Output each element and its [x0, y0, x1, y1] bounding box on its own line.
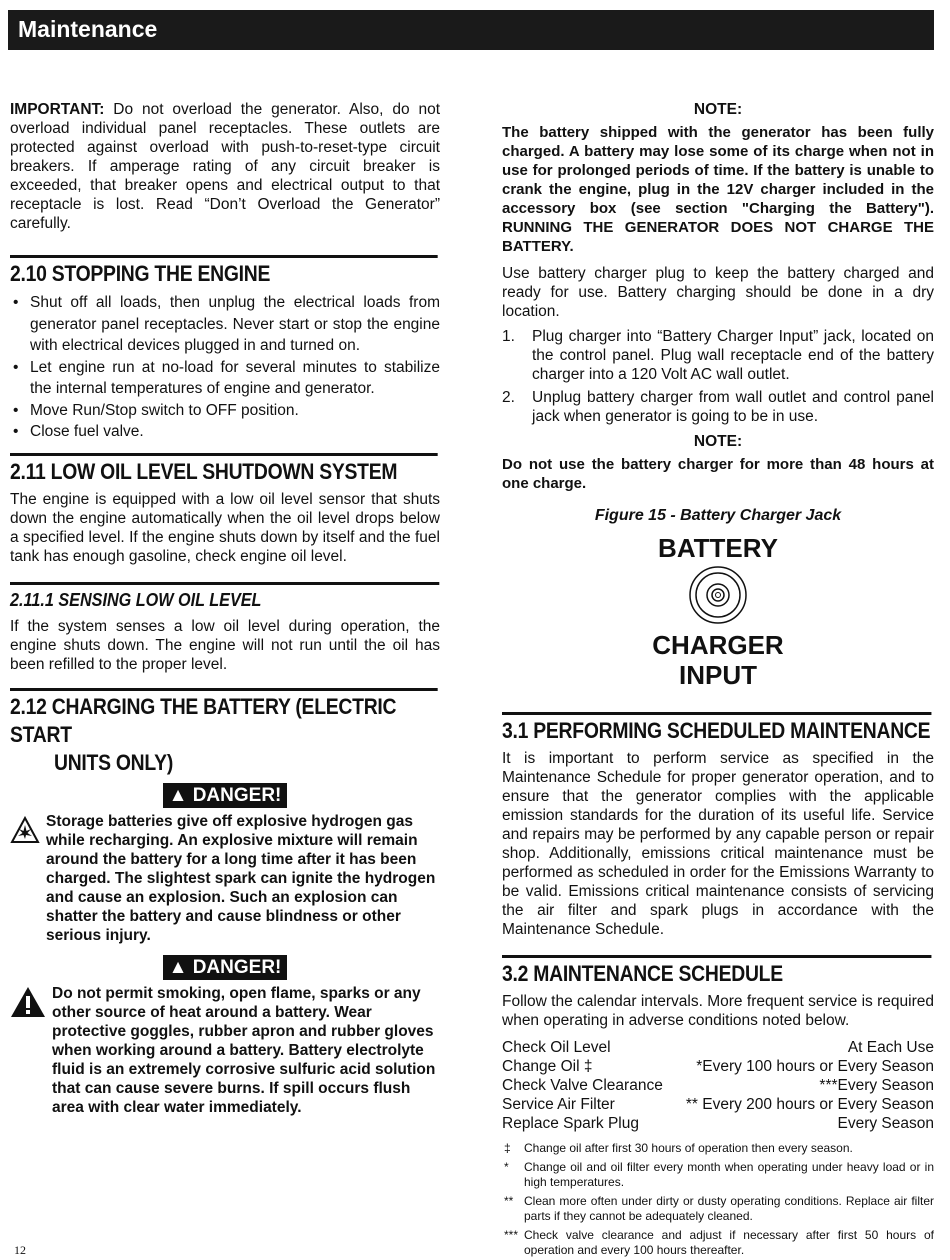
warning-triangle-icon: ▲	[168, 956, 188, 978]
warning-triangle-icon: ▲	[168, 784, 188, 806]
footnote-mark: ‡	[504, 1141, 511, 1155]
list-item: • Let engine run at no-load for several minutes to stabilize the internal temperatures of engine and generator.	[10, 357, 440, 400]
step-number: 2.	[502, 389, 515, 406]
list-item: • Shut off all loads, then unplug the electrical loads from generator panel receptacles. Never start or stop the engine with electrical devices plugged in and turned on.	[10, 292, 440, 357]
exclamation-warning-icon	[10, 986, 46, 1023]
explosion-hazard-icon	[10, 816, 40, 849]
schedule-footnotes	[502, 1141, 934, 1259]
heading-2-11-1: 2.11.1 SENSING LOW OIL LEVEL	[10, 582, 440, 611]
heading-2-12-line1: 2.12 CHARGING THE BATTERY (ELECTRIC START	[10, 693, 397, 747]
charger-intro: Use battery charger plug to keep the battery charged and ready for use. Battery charging should be done in a dry location.	[502, 265, 934, 320]
heading-2-12-line2: UNITS ONLY)	[54, 749, 174, 775]
footnote	[502, 1228, 934, 1259]
footnote-text: Change oil after first 30 hours of operation then every season.	[524, 1141, 853, 1155]
table-row	[502, 1114, 934, 1133]
note-48-hours: Do not use the battery charger for more than 48 hours at one charge.	[502, 456, 934, 492]
footnote-mark: *	[504, 1159, 509, 1174]
interval-cell: ***Every Season	[819, 1077, 934, 1094]
charging-steps-list	[502, 327, 934, 426]
task-cell: Check Valve Clearance	[502, 1077, 663, 1094]
left-column	[10, 100, 440, 1117]
footnote	[502, 1160, 934, 1191]
figure-caption: Figure 15 - Battery Charger Jack	[594, 507, 842, 524]
interval-cell: Every Season	[837, 1115, 934, 1132]
stopping-steps-list	[10, 292, 440, 443]
task-cell: Check Oil Level	[502, 1039, 611, 1056]
jack-label-bottom2: INPUT	[679, 660, 757, 690]
heading-3-2: 3.2 MAINTENANCE SCHEDULE	[502, 955, 932, 988]
footnote-text: Change oil and oil filter every month when operating under heavy load or in high temperatures.	[524, 1159, 934, 1189]
footnote-mark: ***	[504, 1227, 519, 1242]
list-item: • Move Run/Stop switch to OFF position.	[10, 400, 440, 422]
list-item: • Close fuel valve.	[10, 421, 440, 443]
table-row	[502, 1076, 934, 1095]
section-title: Maintenance	[18, 16, 158, 42]
maintenance-schedule-table	[502, 1038, 934, 1133]
important-label: IMPORTANT:	[10, 101, 105, 118]
note-label: NOTE:	[693, 433, 743, 450]
footnote-mark: **	[504, 1193, 514, 1208]
heading-3-1: 3.1 PERFORMING SCHEDULED MAINTENANCE	[502, 712, 932, 745]
important-text: Do not overload the generator. Also, do not overload individual panel receptacles. These outlets are protected against overload with push-to-reset-type circuit breakers. If amperage rating of any circuit breaker is exceeded, that breaker opens and electrical output to that receptacle is lost. Read “Don’t Overload the Generator” carefully.	[10, 101, 440, 232]
schedule-intro: Follow the calendar intervals. More frequent service is required when operating in adverse conditions noted below.	[502, 993, 934, 1029]
table-row	[502, 1038, 934, 1057]
interval-cell: ** Every 200 hours or Every Season	[685, 1096, 934, 1113]
table-row	[502, 1057, 934, 1076]
footnote-text: Clean more often under dirty or dusty operating conditions. Replace air filter parts if they cannot be adequately cleaned.	[524, 1193, 934, 1223]
danger-text-2: Do not permit smoking, open flame, sparks or any other source of heat around a battery. Wear protective goggles, rubber apron and rubber gloves when working around a battery. Battery electrolyte fluid is an extremely corrosive sulfuric acid solution that can cause severe burns. If spill occurs flush area with clear water immediately.	[52, 984, 436, 1116]
important-paragraph	[10, 100, 440, 233]
table-row	[502, 1095, 934, 1114]
danger-warning-2	[10, 984, 440, 1117]
danger-label: DANGER!	[192, 784, 282, 806]
task-cell: Service Air Filter	[502, 1096, 615, 1113]
note-label: NOTE:	[693, 101, 743, 118]
footnote	[502, 1194, 934, 1225]
sensing-paragraph: If the system senses a low oil level during operation, the engine shuts down. The engine will not run until the oil has been refilled to the proper level.	[10, 617, 440, 673]
jack-label-top: BATTERY	[658, 533, 778, 563]
battery-charger-jack-figure	[502, 533, 934, 690]
danger-warning-1	[10, 812, 440, 945]
step-number: 1.	[502, 328, 515, 345]
list-item	[502, 388, 934, 426]
section-header-bar	[8, 10, 934, 50]
danger-text-1: Storage batteries give off explosive hydrogen gas while recharging. An explosive mixture will remain around the battery for a long time after it has been charged. The slightest spark can ignite the hydrogen and cause an explosion. Such an explosion can shatter the battery and cause blindness or other serious injury.	[46, 812, 436, 944]
list-item	[502, 327, 934, 384]
scheduled-maintenance-paragraph: It is important to perform service as specified in the Maintenance Schedule for proper generator operation, and to ensure that the generator complies with the applicable emission standards for the duration of its useful life. Service and repairs may be performed by any capable person or repair shop. Additionally, emissions critical maintenance must be performed as scheduled in order for the Emissions Warranty to be valid. Emissions critical maintenance consists of servicing the air filter and spark plugs in accordance with the Maintenance Schedule.	[502, 750, 934, 938]
heading-2-12	[10, 688, 438, 777]
footnote	[502, 1141, 934, 1157]
footnote-text: Check valve clearance and adjust if necessary after first 50 hours of operation and every 100 hours thereafter.	[524, 1227, 934, 1257]
jack-label-bottom1: CHARGER	[652, 630, 784, 660]
task-cell: Change Oil ‡	[502, 1058, 593, 1075]
interval-cell: *Every 100 hours or Every Season	[696, 1058, 934, 1075]
page-number: 12	[14, 1243, 26, 1257]
danger-badge-2	[10, 955, 440, 980]
right-column	[502, 100, 934, 1259]
interval-cell: At Each Use	[847, 1039, 934, 1056]
note-battery-charged: The battery shipped with the generator has been fully charged. A battery may lose some of its charge when not in use for prolonged periods of time. If the battery is unable to crank the engine, plug in the 12V charger included in the accessory box (see section "Charging the Battery"). RUNNING THE GENERATOR DOES NOT CHARGE THE BATTERY.	[502, 124, 934, 255]
step-text: Unplug battery charger from wall outlet and control panel jack when generator is going to be in use.	[532, 389, 934, 425]
danger-label: DANGER!	[192, 956, 282, 978]
step-text: Plug charger into “Battery Charger Input” jack, located on the control panel. Plug wall receptacle end of the battery charger into a 120 Volt AC wall outlet.	[532, 328, 934, 383]
charger-jack-icon	[502, 565, 934, 630]
heading-2-11: 2.11 LOW OIL LEVEL SHUTDOWN SYSTEM	[10, 453, 438, 486]
task-cell: Replace Spark Plug	[502, 1115, 639, 1132]
low-oil-paragraph: The engine is equipped with a low oil level sensor that shuts down the engine automatically when the oil level drops below a specified level. If the engine shuts down by itself and the fuel tank has enough gasoline, check engine oil level.	[10, 490, 440, 565]
danger-badge-1	[10, 783, 440, 808]
heading-2-10: 2.10 STOPPING THE ENGINE	[10, 255, 438, 288]
